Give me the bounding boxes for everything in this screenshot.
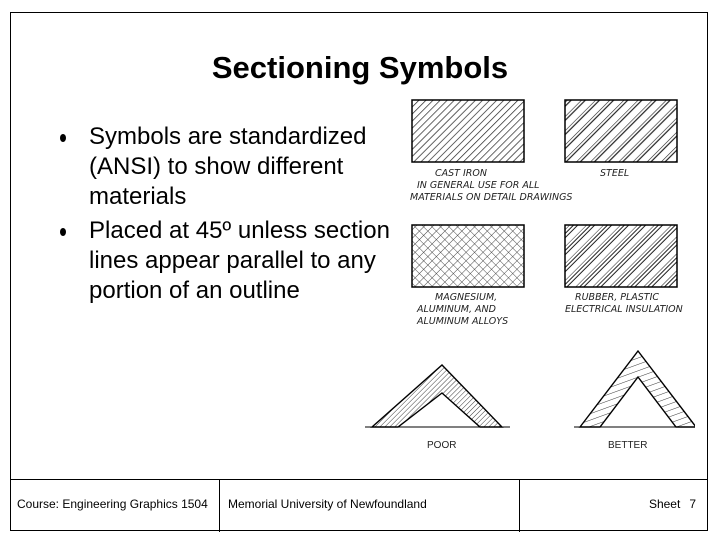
rubber-symbol (565, 225, 677, 287)
steel-symbol (565, 100, 677, 162)
magnesium-label: ALUMINUM, AND (417, 304, 496, 315)
bullet-list (60, 122, 410, 306)
bullet-text: Symbols are standardized (ANSI) to show different materials (89, 123, 367, 210)
poor-example (365, 365, 510, 427)
poor-label: POOR (427, 440, 457, 451)
bullet-dot-icon (60, 228, 66, 236)
better-label: BETTER (608, 440, 648, 451)
footer-sheet (520, 480, 708, 532)
cast-iron-symbol (412, 100, 524, 162)
sheet-number: 7 (689, 497, 696, 511)
better-example (574, 351, 695, 427)
slide-title: Sectioning Symbols (211, 50, 509, 85)
steel-label: STEEL (600, 168, 630, 179)
section-symbols-figure (360, 95, 695, 465)
magnesium-symbol (412, 225, 524, 287)
cast-iron-label: MATERIALS ON DETAIL DRAWINGS (410, 192, 573, 203)
rubber-label: ELECTRICAL INSULATION (565, 304, 683, 315)
bullet-item (60, 122, 410, 212)
cast-iron-label: IN GENERAL USE FOR ALL (417, 180, 540, 191)
bullet-item (60, 216, 410, 306)
magnesium-label: ALUMINUM ALLOYS (417, 316, 509, 327)
footer-course: Course: Engineering Graphics 1504 (10, 480, 220, 532)
magnesium-label: MAGNESIUM, (435, 292, 498, 303)
bullet-text: Placed at 45º unless section lines appear parallel to any portion of an outline (89, 217, 390, 304)
cast-iron-label: CAST IRON (435, 168, 487, 179)
slide-footer (10, 479, 708, 531)
bullet-dot-icon (60, 134, 66, 142)
rubber-label: RUBBER, PLASTIC (575, 292, 660, 303)
footer-university: Memorial University of Newfoundland (220, 480, 520, 532)
sheet-label: Sheet (648, 497, 681, 511)
